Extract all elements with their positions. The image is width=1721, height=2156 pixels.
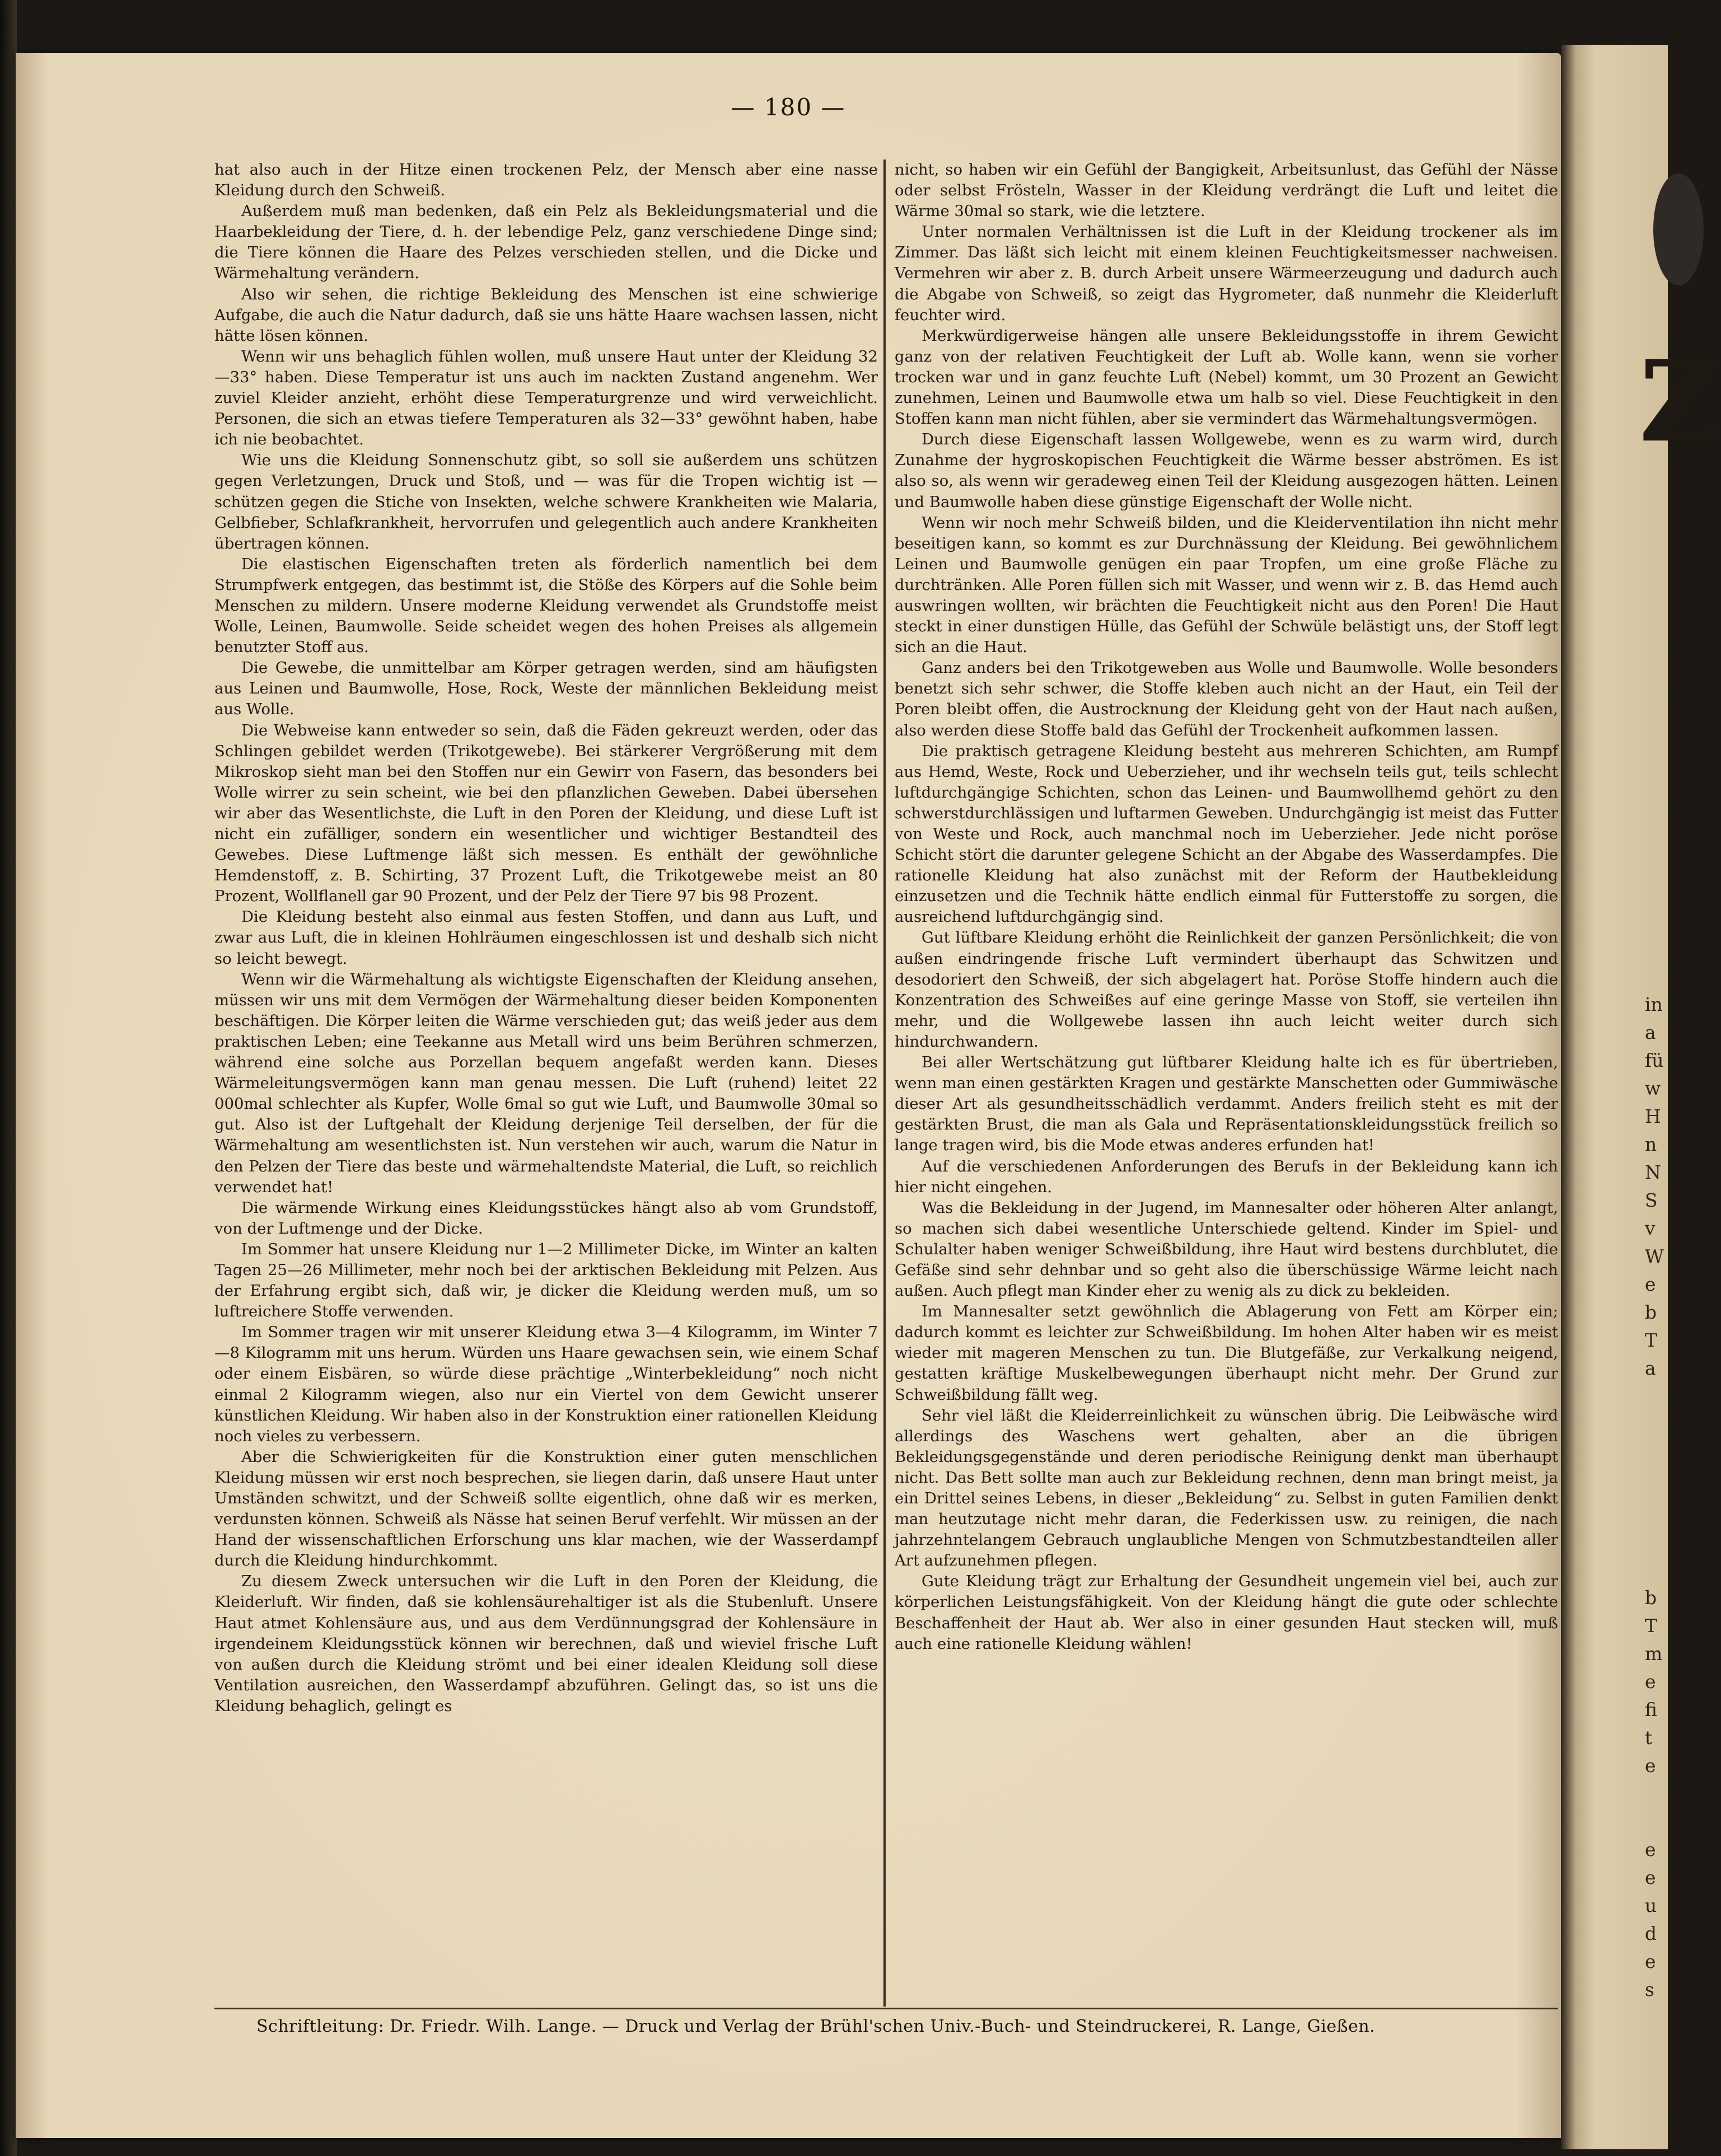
adjacent-page-line-fragment: e	[1645, 1755, 1656, 1777]
paragraph: Unter normalen Verhältnissen ist die Luft in der Kleidung trockener als im Zimmer. Das läßt sich leicht mit einem kleinen Feuchtigkeitsmesser nachweisen. Vermehren wir aber z. B. durch Arbeit unsere Wärmeerzeugung und dadurch auch die Abgabe von Schweiß, so zeigt das Hygrometer, daß nunmehr die Kleiderluft feuchter wird.	[895, 223, 1558, 324]
adjacent-page-line-fragment: e	[1645, 1839, 1656, 1860]
imprint-footer: Schriftleitung: Dr. Friedr. Wilh. Lange. — Druck und Verlag der Brühl'schen Univ.-Buch- und Steindruckerei, R. Lange, Gießen.	[256, 2017, 1376, 2036]
paragraph: Gut lüftbare Kleidung erhöht die Reinlichkeit der ganzen Persönlichkeit; die von außen eindringende frische Luft vermindert überhaupt das Schwitzen und desodoriert den Schweiß, der sich abgelagert hat. Poröse Stoffe hindern auch die Konzentration des Schweißes auf eine geringe Masse von Stoff, sie verteilen ihn mehr, und die Wollgewebe lassen ihn auch leicht weiter durch sich hindurchwandern.	[895, 929, 1558, 1051]
paragraph: Im Mannesalter setzt gewöhnlich die Ablagerung von Fett am Körper ein; dadurch kommt es leichter zur Schweißbildung. Im hohen Alter haben wir es meist wieder mit mageren Menschen zu tun. Die Blutgefäße, zur Verkalkung neigend, gestatten kräftige Muskelbewegungen überhaupt nicht mehr. Der Grund zur Schweißbildung fällt weg.	[895, 1302, 1558, 1404]
adjacent-page-line-fragment: u	[1645, 1895, 1657, 1916]
left-book-edge	[0, 0, 17, 2156]
adjacent-page-line-fragment: N	[1645, 1161, 1661, 1183]
paragraph: Die Kleidung besteht also einmal aus festen Stoffen, und dann aus Luft, und zwar aus Luft, die in kleinen Hohlräumen eingeschlossen ist und deshalb sich nicht so leicht bewegt.	[214, 908, 878, 968]
paragraph: Im Sommer tragen wir mit unserer Kleidung etwa 3—4 Kilogramm, im Winter 7—8 Kilogramm mit uns herum. Würden uns Haare gewachsen sein, wie einem Schaf oder einem Eisbären, so würde diese prächtige „Winterbekleidung“ noch nicht einmal 2 Kilogramm wiegen, also nur ein Viertel von dem Gewicht unserer künstlichen Kleidung. Wir haben also in der Konstruktion einer rationellen Kleidung noch vieles zu verbessern.	[214, 1323, 878, 1445]
adjacent-page-line-fragment: n	[1645, 1133, 1657, 1155]
column-divider	[883, 160, 886, 2007]
adjacent-page-line-fragment: e	[1645, 1951, 1656, 1972]
adjacent-page-line-fragment: a	[1645, 1021, 1656, 1043]
paragraph: Ganz anders bei den Trikotgeweben aus Wolle und Baumwolle. Wolle besonders benetzt sich sehr schwer, die Stoffe kleben auch nicht an der Haut, ein Teil der Poren bleibt offen, die Austrocknung der Kleidung geht von der Haut nach außen, also werden diese Stoffe bald das Gefühl der Trockenheit aufkommen lassen.	[895, 659, 1558, 739]
adjacent-page-line-fragment: w	[1645, 1077, 1661, 1099]
right-column	[895, 160, 1558, 1995]
paragraph: Die praktisch getragene Kleidung besteht aus mehreren Schichten, am Rumpf aus Hemd, Weste, Rock und Ueberzieher, und ihr wechseln teils gut, teils schlecht luftdurchgängige Schichten, schon das Leinen- und Baumwollhemd gehört zu den schwerstdurchlässigen und luftarmen Geweben. Undurchgängig ist meist das Futter von Weste und Rock, auch manchmal noch im Ueberzieher. Jede nicht poröse Schicht stört die darunter gelegene Schicht an der Abgabe des Wasserdampfes. Die rationelle Kleidung hat also zunächst mit der Reform der Hautbekleidung einzusetzen und die Technik hätte endlich einmal für Futterstoffe zu sorgen, die ausreichend luftdurchgängig sind.	[895, 742, 1558, 926]
paragraph: Bei aller Wertschätzung gut lüftbarer Kleidung halte ich es für übertrieben, wenn man einen gestärkten Kragen und gestärkte Manschetten oder Gummiwäsche dieser Art als gesundheitsschädlich verdammt. Anders freilich steht es mit der gestärkten Brust, die man als Gala und Repräsentationskleidungsstück freilich so lange tragen wird, bis die Mode etwas anderes erfunden hat!	[895, 1053, 1558, 1155]
footer-divider	[214, 2008, 1558, 2009]
paragraph: hat also auch in der Hitze einen trockenen Pelz, der Mensch aber eine nasse Kleidung durch den Schweiß.	[214, 161, 878, 200]
paragraph: Wenn wir uns behaglich fühlen wollen, muß unsere Haut unter der Kleidung 32—33° haben. Diese Temperatur ist uns auch im nackten Zustand angenehm. Wer zuviel Kleider anzieht, erhöht diese Temperaturgrenze und wird verweichlicht. Personen, die sich an etwas tiefere Temperaturen als 32—33° gewöhnt haben, habe ich nie beobachtet.	[214, 347, 878, 449]
paragraph: Wenn wir die Wärmehaltung als wichtigste Eigenschaften der Kleidung ansehen, müssen wir uns mit dem Vermögen der Wärmehaltung dieser beiden Komponenten beschäftigen. Die Körper leiten die Wärme verschieden gut; das weiß jeder aus dem praktischen Leben; eine Teekanne aus Metall wird uns beim Berühren schmerzen, während eine solche aus Porzellan bequem angefaßt werden kann. Dieses Wärmeleitungsvermögen kann man genau messen. Die Luft (ruhend) leitet 22 000mal schlechter als Kupfer, Wolle 6mal so gut wie Luft, und Baumwolle 30mal so gut. Also ist der Luftgehalt der Kleidung derjenige Teil derselben, der für die Wärmehaltung am wesentlichsten ist. Nun verstehen wir auch, warum die Natur in den Pelzen der Tiere das beste und wärmehaltendste Material, die Luft, so reichlich verwendet hat!	[214, 970, 878, 1196]
paragraph: Auf die verschiedenen Anforderungen des Berufs in der Bekleidung kann ich hier nicht eingehen.	[895, 1157, 1558, 1196]
adjacent-page-line-fragment: v	[1645, 1217, 1655, 1239]
adjacent-page-line-fragment: T	[1645, 1615, 1658, 1637]
adjacent-page-line-fragment: d	[1645, 1923, 1657, 1944]
adjacent-page-line-fragment: a	[1645, 1357, 1656, 1379]
paragraph: nicht, so haben wir ein Gefühl der Bangigkeit, Arbeitsunlust, das Gefühl der Nässe oder selbst Frösteln, Wasser in der Kleidung verdrängt die Luft und leitet die Wärme 30mal so stark, wie die letztere.	[895, 161, 1558, 221]
paragraph: Wenn wir noch mehr Schweiß bilden, und die Kleiderventilation ihn nicht mehr beseitigen kann, so kommt es zur Durchnässung der Kleidung. Bei gewöhnlichem Leinen und Baumwolle genügen ein paar Tropfen, um eine große Fläche zu durchtränken. Alle Poren füllen sich mit Wasser, und wenn wir z. B. das Hemd auch auswringen wollten, wir brächten die Feuchtigkeit nicht aus den Poren! Die Haut steckt in einer dunstigen Hülle, das Gefühl der Schwüle belästigt uns, der Stoff legt sich an die Haut.	[895, 513, 1558, 657]
paragraph: Also wir sehen, die richtige Bekleidung des Menschen ist eine schwierige Aufgabe, die auch die Natur dadurch, daß sie uns hätte Haare wachsen lassen, nicht hätte lösen können.	[214, 285, 878, 345]
paragraph: Außerdem muß man bedenken, daß ein Pelz als Bekleidungsmaterial und die Haarbekleidung der Tiere, d. h. der lebendige Pelz, ganz verschiedene Dinge sind; die Tiere können die Haare des Pelzes verschieden stellen, und die Dicke und Wärmehaltung verändern.	[214, 202, 878, 283]
page-number: — 180 —	[731, 93, 846, 121]
adjacent-page-line-fragment: b	[1645, 1587, 1657, 1609]
adjacent-page-line-fragment: e	[1645, 1671, 1656, 1693]
paragraph: Die elastischen Eigenschaften treten als förderlich namentlich bei dem Strumpfwerk entgegen, das bestimmt ist, die Stöße des Körpers auf die Sohle beim Menschen zu mildern. Unsere moderne Kleidung verwendet als Grundstoffe meist Wolle, Leinen, Baumwolle. Seide scheidet wegen des hohen Preises als allgemein benutzter Stoff aus.	[214, 555, 878, 657]
adjacent-page-line-fragment: e	[1645, 1867, 1656, 1888]
left-column	[214, 160, 878, 1995]
paragraph: Zu diesem Zweck untersuchen wir die Luft in den Poren der Kleidung, die Kleiderluft. Wir finden, daß sie kohlensäurehaltiger ist als die Stubenluft. Unsere Haut atmet Kohlensäure aus, und aus dem Verdünnungsgrad der Kohlensäure in irgendeinem Kleidungsstück können wir berechnen, daß und wieviel frische Luft von außen durch die Kleidung strömt und bei einer idealen Kleidung soll diese Ventilation ausreichen, den Wasserdampf abzuführen. Gelingt das, so ist uns die Kleidung behaglich, gelingt es	[214, 1572, 878, 1715]
adjacent-page-edge	[1561, 45, 1721, 2149]
paragraph: Merkwürdigerweise hängen alle unsere Bekleidungsstoffe in ihrem Gewicht ganz von der relativen Feuchtigkeit der Luft ab. Wolle kann, wenn sie vorher trocken war und in ganz feuchte Luft (Nebel) kommt, um 30 Prozent an Gewicht zunehmen, Leinen und Baumwolle etwa um halb so viel. Diese Feuchtigkeit in den Stoffen kann man nicht fühlen, aber sie vermindert das Wärmehaltungsvermögen.	[895, 326, 1558, 428]
adjacent-page-line-fragment: t	[1645, 1727, 1653, 1749]
adjacent-page-line-fragment: m	[1645, 1643, 1663, 1665]
paragraph: Sehr viel läßt die Kleiderreinlichkeit zu wünschen übrig. Die Leibwäsche wird allerdings des Waschens wert gehalten, aber an die übrigen Bekleidungsgegenstände und deren periodische Reinigung denkt man überhaupt nicht. Das Bett sollte man auch zur Bekleidung rechnen, denn man bringt meist, ja ein Drittel seines Lebens, in dieser „Bekleidung“ zu. Selbst in guten Familien denkt man heutzutage nicht mehr daran, die Federkissen usw. zu reinigen, die nach jahrzehntelangem Gebrauch unglaubliche Mengen von Schmutzbestandteilen aller Art aufzunehmen pflegen.	[895, 1406, 1558, 1570]
paragraph: Aber die Schwierigkeiten für die Konstruktion einer guten menschlichen Kleidung müssen wir erst noch besprechen, sie liegen darin, daß unsere Haut unter Umständen schwitzt, und der Schweiß sollte eigentlich, ohne daß wir es merken, verdunsten können. Schweiß als Nässe hat seinen Beruf verfehlt. Wir müssen an der Hand der wissenschaftlichen Erforschung uns klar machen, wie der Wasserdampf durch die Kleidung hindurchkommt.	[214, 1447, 878, 1570]
paragraph: Die Webweise kann entweder so sein, daß die Fäden gekreuzt werden, oder das Schlingen gebildet werden (Trikotgewebe). Bei stärkerer Vergrößerung mit dem Mikroskop sieht man bei den Stoffen nur ein Gewirr von Fasern, das besonders bei Wolle wirrer zu sein scheint, wie bei den pflanzlichen Geweben. Dabei übersehen wir aber das Wesentlichste, die Luft in den Poren der Kleidung, und diese Luft ist nicht ein zufälliger, sondern ein wesentlicher und wichtiger Bestandteil des Gewebes. Diese Luftmenge läßt sich messen. Es enthält der gewöhnliche Hemdenstoff, z. B. Schirting, 37 Prozent Luft, die Trikotgewebe meist an 80 Prozent, Wollflanell gar 90 Prozent, und der Pelz der Tiere 97 bis 98 Prozent.	[214, 721, 878, 906]
paragraph: Was die Bekleidung in der Jugend, im Mannesalter oder höheren Alter anlangt, so machen sich dabei wesentliche Unterschiede geltend. Kinder im Spiel- und Schulalter haben weniger Schweißbildung, ihre Haut wird bestens durchblutet, die Gefäße sind sehr dehnbar und so geht also die überschüssige Wärme leicht nach außen. Auch pflegt man Kinder eher zu wenig als zu dick zu bekleiden.	[895, 1198, 1558, 1300]
adjacent-page-line-fragment: fü	[1645, 1049, 1664, 1071]
adjacent-page-line-fragment: s	[1645, 1979, 1654, 2000]
adjacent-page-line-fragment: e	[1645, 1273, 1656, 1295]
dark-circle-mark	[1653, 174, 1704, 285]
adjacent-page-line-fragment: b	[1645, 1301, 1657, 1323]
adjacent-page-letter: Z	[1639, 336, 1721, 467]
book-page	[16, 53, 1561, 2138]
paragraph: Im Sommer hat unsere Kleidung nur 1—2 Millimeter Dicke, im Winter an kalten Tagen 25—26 Millimeter, mehr noch bei der arktischen Bekleidung mit Pelzen. Aus der Erfahrung ergibt sich, daß wir, je dicker die Kleidung werden muß, um so luftreichere Stoffe verwenden.	[214, 1240, 878, 1321]
adjacent-page-line-fragment: S	[1645, 1189, 1658, 1211]
paragraph: Gute Kleidung trägt zur Erhaltung der Gesundheit ungemein viel bei, auch zur körperlichen Leistungsfähigkeit. Von der Kleidung hängt die gute oder schlechte Beschaffenheit der Haut ab. Wer also in einer gesunden Haut stecken will, muß auch eine rationelle Kleidung wählen!	[895, 1572, 1558, 1653]
adjacent-page-line-fragment: W	[1645, 1245, 1664, 1267]
paragraph: Durch diese Eigenschaft lassen Wollgewebe, wenn es zu warm wird, durch Zunahme der hygroskopischen Feuchtigkeit die Wärme besser abströmen. Es ist also so, als wenn wir geradeweg einen Teil der Kleidung ausgezogen hätten. Leinen und Baumwolle haben diese günstige Eigenschaft der Wolle nicht.	[895, 430, 1558, 511]
adjacent-page-line-fragment: T	[1645, 1329, 1658, 1351]
adjacent-page-line-fragment: H	[1645, 1105, 1661, 1127]
adjacent-page-line-fragment: in	[1645, 993, 1663, 1015]
paragraph: Die wärmende Wirkung eines Kleidungsstückes hängt also ab vom Grundstoff, von der Luftmenge und der Dicke.	[214, 1198, 878, 1238]
adjacent-page-line-fragment: fi	[1645, 1699, 1658, 1721]
paragraph: Die Gewebe, die unmittelbar am Körper getragen werden, sind am häufigsten aus Leinen und Baumwolle, Hose, Rock, Weste der männlichen Bekleidung meist aus Wolle.	[214, 659, 878, 719]
paragraph: Wie uns die Kleidung Sonnenschutz gibt, so soll sie außerdem uns schützen gegen Verletzungen, Druck und Stoß, und — was für die Tropen wichtig ist — schützen gegen die Stiche von Insekten, welche schwere Krankheiten wie Malaria, Gelbfieber, Schlafkrankheit, hervorrufen und gelegentlich auch andere Krankheiten übertragen können.	[214, 451, 878, 552]
